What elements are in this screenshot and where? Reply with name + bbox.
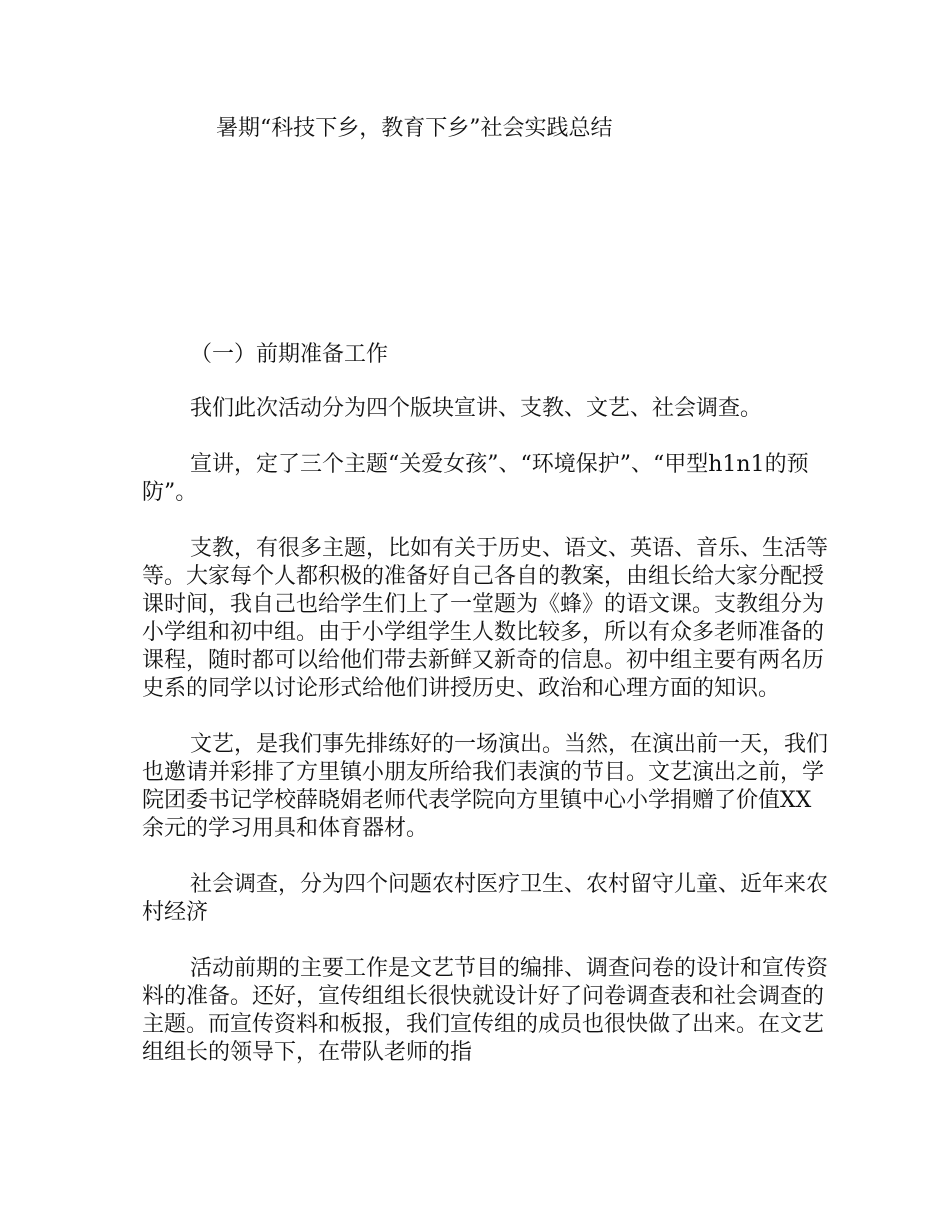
paragraph-overview: 我们此次活动分为四个版块宣讲、支教、文艺、社会调查。: [190, 396, 763, 421]
paragraph-lectures: 宣讲，定了三个主题“关爱女孩”、“环境保护”、“甲型h1n1的预防”。: [142, 452, 809, 505]
paragraph-teaching: 支教，有很多主题，比如有关于历史、语文、英语、音乐、生活等等。大家每个人都积极的准备好自己各自的教案，由组长给大家分配授课时间，我自己也给学生们上了一堂题为《蜂》的语文课。支教组分为小学组和初中组。由于小学组学生人数比较多，所以有众多老师准备的课程，随时都可以给他们带去新鲜又新奇的信息。初中组主要有两名历史系的同学以讨论形式给他们讲授历史、政治和心理方面的知识。: [142, 536, 829, 701]
document-title: 暑期“科技下乡，教育下乡”社会实践总结: [216, 116, 613, 141]
document-body: [142, 395, 832, 1095]
paragraph-survey: 社会调查，分为四个问题农村医疗卫生、农村留守儿童、近年来农村经济: [142, 872, 829, 925]
paragraph-performance: 文艺，是我们事先排练好的一场演出。当然，在演出前一天，我们也邀请并彩排了方里镇小朋友所给我们表演的节目。文艺演出之前，学院团委书记学校薛晓娟老师代表学院向方里镇中心小学捐赠了价值XX余元的学习用具和体育器材。: [142, 732, 829, 841]
paragraph-preparation: 活动前期的主要工作是文艺节目的编排、调查问卷的设计和宣传资料的准备。还好，宣传组组长很快就设计好了问卷调查表和社会调查的主题。而宣传资料和板报，我们宣传组的成员也很快做了出来。在文艺组组长的领导下，在带队老师的指: [142, 956, 829, 1065]
section-heading: （一）前期准备工作: [190, 342, 389, 367]
